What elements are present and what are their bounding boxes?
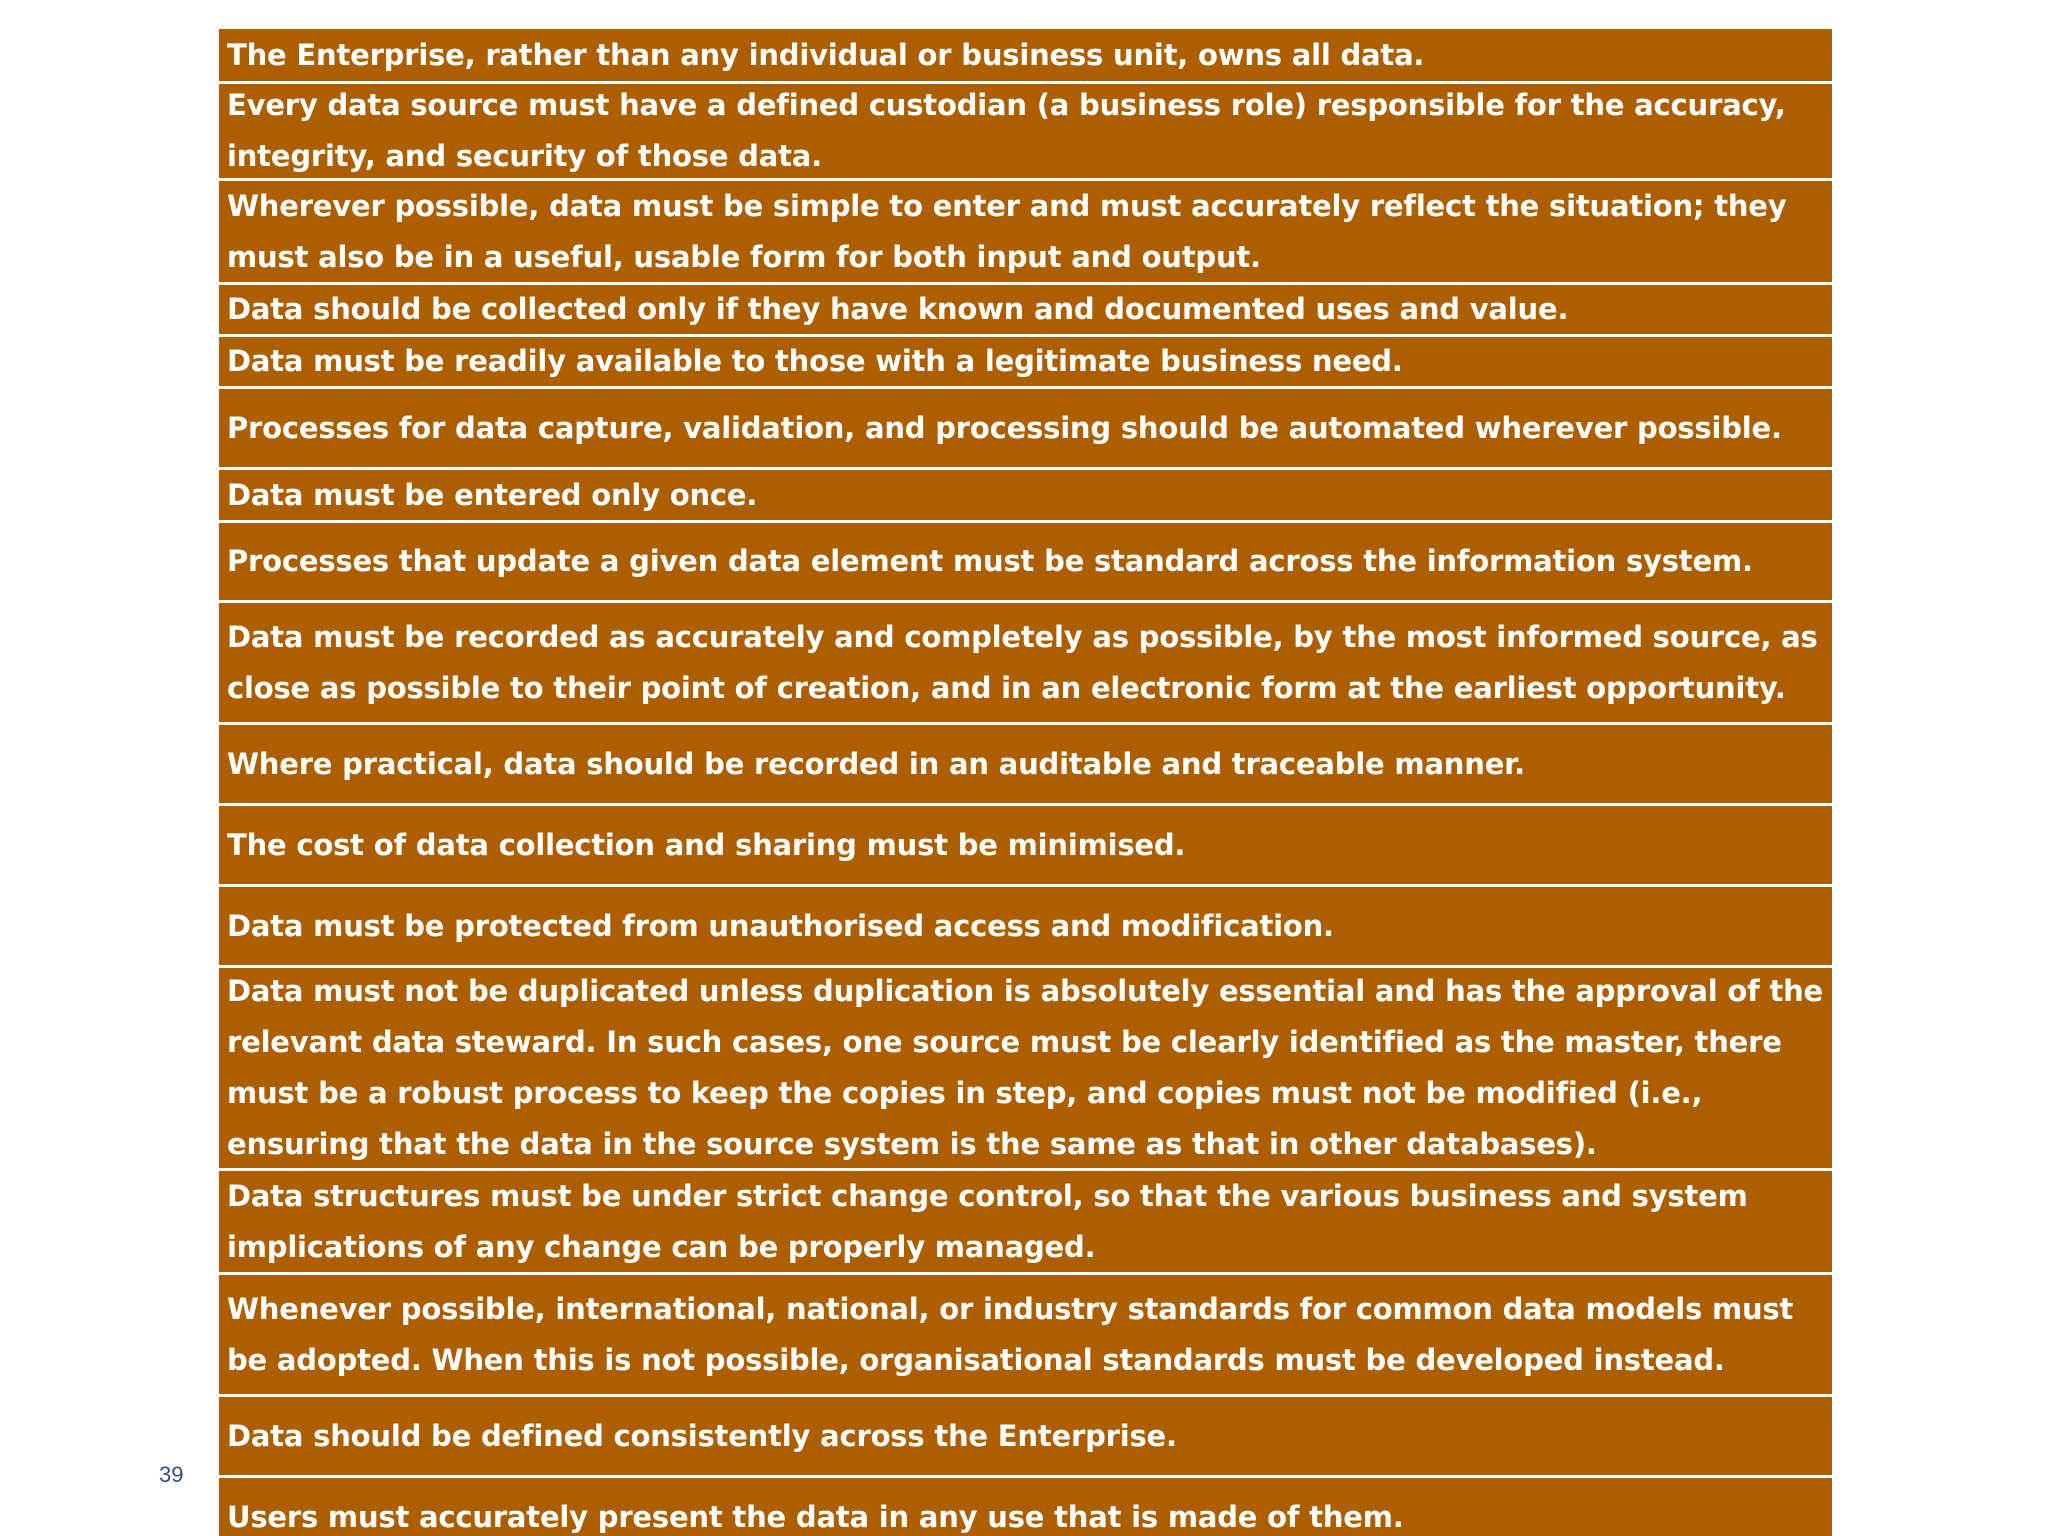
principles-table [219,29,1832,1536]
principle-row [219,968,1832,1171]
principle-row [219,1478,1832,1536]
principle-row [219,1275,1832,1397]
principle-text: Processes that update a given data element must be standard across the information system. [227,544,1753,578]
principle-text: Data must be recorded as accurately and completely as possible, by the most informed source, as close as possible to their point of creation, and in an electronic form at the earliest opportunity. [227,619,1818,705]
principle-row [219,725,1832,806]
principle-row [219,389,1832,470]
principle-text: Data must be entered only once. [227,477,758,512]
principle-row [219,470,1832,523]
principle-row [219,887,1832,968]
principle-text: The cost of data collection and sharing must be minimised. [227,827,1186,862]
principle-row [219,29,1832,84]
principle-text: Where practical, data should be recorded in an auditable and traceable manner. [227,746,1525,781]
principle-row [219,181,1832,285]
principle-text: Data should be defined consistently across the Enterprise. [227,1418,1177,1453]
principle-row [219,603,1832,725]
principle-text: Wherever possible, data must be simple to enter and must accurately reflect the situation; they must also be in a useful, usable form for both input and output. [227,188,1787,274]
principle-row [219,337,1832,389]
principle-text: Data must be readily available to those with a legitimate business need. [227,344,1403,378]
principle-row [219,1397,1832,1478]
principle-text: Whenever possible, international, national, or industry standards for common data models must be adopted. When this is not possible, organisational standards must be developed instead. [227,1291,1794,1377]
principle-text: Data must not be duplicated unless duplication is absolutely essential and has the approval of the relevant data steward. In such cases, one source must be clearly identified as the master, there must be a robust process to keep the copies in step, and copies must not be modified (i.e., ensuring that the data in the source system is the same as that in other databases). [227,974,1824,1161]
principle-text: Every data source must have a defined custodian (a business role) responsible for the accuracy, integrity, and security of those data. [227,88,1786,173]
principle-text: Data must be protected from unauthorised access and modification. [227,908,1334,943]
principle-text: The Enterprise, rather than any individual or business unit, owns all data. [227,37,1425,72]
page-number: 39 [159,1462,184,1487]
principle-text: Data structures must be under strict change control, so that the various business and system implications of any change can be properly managed. [227,1178,1748,1264]
principle-row [219,806,1832,887]
principle-text: Users must accurately present the data in any use that is made of them. [227,1499,1404,1534]
principle-row [219,1171,1832,1275]
principle-row [219,523,1832,603]
principle-row [219,84,1832,181]
principle-text: Processes for data capture, validation, and processing should be automated wherever possible. [227,410,1782,445]
principle-text: Data should be collected only if they have known and documented uses and value. [227,292,1569,326]
principle-row [219,285,1832,337]
